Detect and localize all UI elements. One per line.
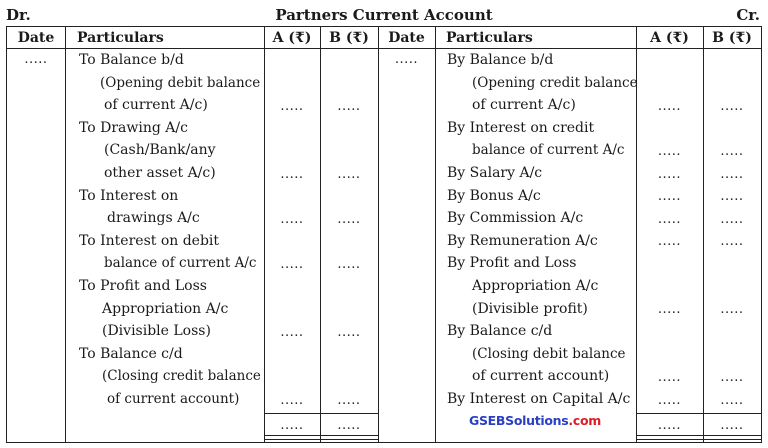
debit-line: To Drawing A/c <box>79 119 188 136</box>
debit-line: (Opening debit balance <box>100 74 261 91</box>
credit-line: balance of current A/c <box>472 142 625 159</box>
header-a-debit: A (₹) <box>272 30 312 46</box>
header-date-credit: Date <box>388 30 425 46</box>
credit-a-amount: ..... <box>657 144 682 159</box>
debit-line: To Balance c/d <box>79 345 183 362</box>
debit-line: To Profit and Loss <box>79 278 207 294</box>
credit-b-amount: ..... <box>720 302 744 317</box>
credit-a-amount: ..... <box>657 302 682 317</box>
ledger-table <box>6 26 762 443</box>
debit-label: Dr. <box>6 6 31 24</box>
header-particulars-debit: Particulars <box>77 30 164 46</box>
total-double-line <box>636 435 761 440</box>
watermark-com: .com <box>568 413 601 428</box>
header-particulars-credit: Particulars <box>446 30 533 46</box>
debit-date: ..... <box>24 52 48 67</box>
divider <box>378 27 379 442</box>
debit-a-amount: ..... <box>280 99 304 114</box>
credit-b-amount: ..... <box>720 99 744 114</box>
credit-a-amount: ..... <box>657 393 682 408</box>
credit-a-amount: ..... <box>657 99 682 114</box>
debit-line: (Divisible Loss) <box>102 323 211 340</box>
debit-total-a: ..... <box>280 418 304 433</box>
debit-b-amount: ..... <box>337 99 361 114</box>
credit-a-amount: ..... <box>657 167 682 182</box>
credit-line: By Salary A/c <box>447 165 543 181</box>
debit-line: balance of current A/c <box>104 255 257 272</box>
credit-line: By Profit and Loss <box>447 255 577 272</box>
divider <box>264 27 265 442</box>
debit-line: of current account) <box>107 391 240 407</box>
header-b-debit: B (₹) <box>329 30 369 46</box>
watermark-gseb: GSEB <box>469 413 506 428</box>
debit-a-amount: ..... <box>280 393 304 408</box>
debit-a-amount: ..... <box>280 212 304 227</box>
credit-line: of current account) <box>472 368 610 385</box>
credit-b-amount: ..... <box>720 393 744 408</box>
debit-b-amount: ..... <box>337 393 361 408</box>
header-b-credit: B (₹) <box>712 30 752 46</box>
credit-date: ..... <box>394 52 419 67</box>
credit-line: (Divisible profit) <box>472 300 588 317</box>
credit-b-amount: ..... <box>720 370 744 385</box>
debit-line: (Cash/Bank/any <box>104 142 216 159</box>
account-title: Partners Current Account <box>275 6 493 24</box>
header-date-debit: Date <box>17 30 55 46</box>
credit-line: By Commission A/c <box>447 210 584 227</box>
account-title-row <box>6 4 762 24</box>
credit-b-amount: ..... <box>720 144 744 159</box>
debit-a-amount: ..... <box>280 167 304 182</box>
debit-line: other asset A/c) <box>104 165 216 181</box>
credit-a-amount: ..... <box>657 234 682 249</box>
credit-a-amount: ..... <box>657 370 682 385</box>
debit-b-amount: ..... <box>337 325 361 340</box>
credit-line: (Closing debit balance <box>472 345 626 362</box>
credit-line: By Interest on credit <box>447 119 595 136</box>
total-double-line <box>264 435 378 440</box>
credit-line: By Bonus A/c <box>447 187 541 204</box>
watermark-logo <box>469 413 601 428</box>
credit-line: of current A/c) <box>472 97 576 114</box>
watermark-solutions: Solutions <box>505 413 569 428</box>
credit-b-amount: ..... <box>720 234 744 249</box>
credit-line: By Balance b/d <box>447 52 554 68</box>
total-line <box>264 413 378 414</box>
credit-b-amount: ..... <box>720 189 744 204</box>
credit-label: Cr. <box>736 6 760 24</box>
credit-line: (Opening credit balance <box>472 74 638 91</box>
debit-total-b: ..... <box>337 418 361 433</box>
header-a-credit: A (₹) <box>650 30 689 46</box>
debit-line: of current A/c) <box>104 97 208 114</box>
debit-line: Appropriation A/c <box>102 300 229 317</box>
credit-b-amount: ..... <box>720 167 744 182</box>
debit-b-amount: ..... <box>337 167 361 182</box>
divider <box>435 27 436 442</box>
debit-b-amount: ..... <box>337 257 361 272</box>
divider <box>65 27 66 442</box>
credit-a-amount: ..... <box>657 212 682 227</box>
debit-line: drawings A/c <box>107 210 200 227</box>
credit-total-b: ..... <box>720 418 744 433</box>
total-line <box>636 413 761 414</box>
credit-a-amount: ..... <box>657 189 682 204</box>
credit-b-amount: ..... <box>720 212 744 227</box>
credit-line: Appropriation A/c <box>472 278 599 294</box>
credit-total-a: ..... <box>657 418 682 433</box>
debit-b-amount: ..... <box>337 212 361 227</box>
divider <box>320 27 321 442</box>
debit-line: (Closing credit balance <box>102 368 261 385</box>
debit-line: To Balance b/d <box>79 52 184 68</box>
debit-a-amount: ..... <box>280 325 304 340</box>
credit-line: By Balance c/d <box>447 323 553 340</box>
credit-line: By Remuneration A/c <box>447 232 598 249</box>
debit-line: To Interest on debit <box>79 232 220 249</box>
debit-line: To Interest on <box>79 187 179 204</box>
debit-a-amount: ..... <box>280 257 304 272</box>
credit-line: By Interest on Capital A/c <box>447 391 631 407</box>
